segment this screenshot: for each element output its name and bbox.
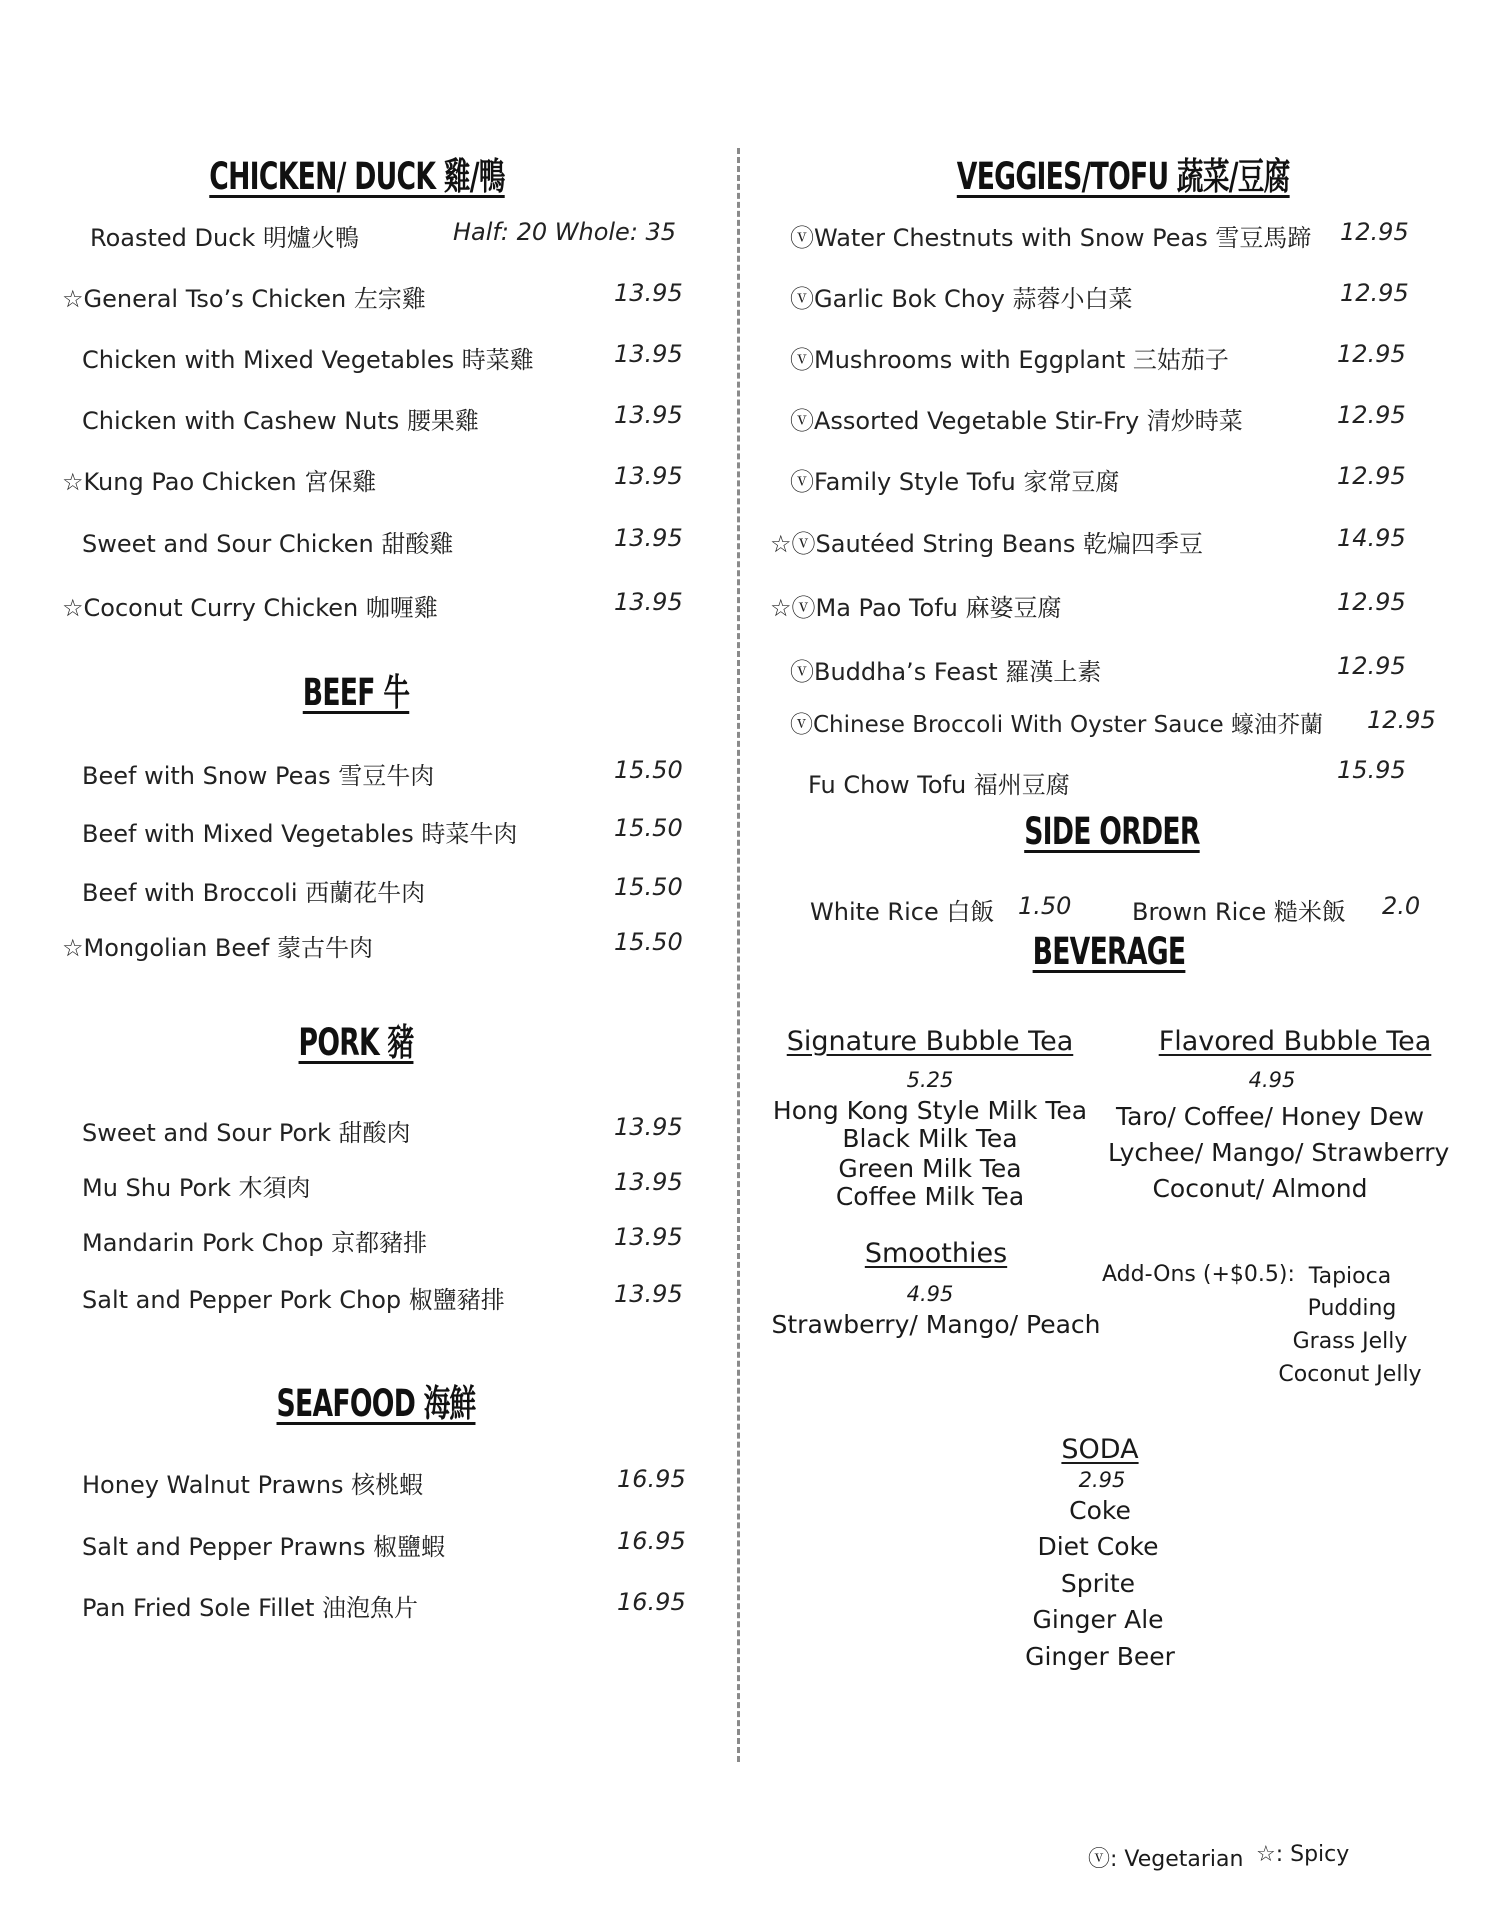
menu-item-price: 13.95 [614,1223,683,1251]
chicken-duck-heading: CHICKEN/ DUCK 雞/鴨 [209,155,505,198]
menu-item-name: Fu Chow Tofu 福州豆腐 [808,771,1070,799]
menu-item-price: 13.95 [614,588,683,616]
smoothies-flavors: Strawberry/ Mango/ Peach [771,1310,1101,1339]
menu-item-price: 13.95 [614,1113,683,1141]
menu-item-price: 13.95 [614,524,683,552]
pork-heading: PORK 豬 [298,1021,414,1064]
menu-item-price: 12.95 [1337,588,1406,616]
brown-rice-price: 2.0 [1382,892,1421,920]
column-divider [737,148,740,1762]
side-order-heading: SIDE ORDER [1024,810,1200,853]
menu-item-name: Salt and Pepper Pork Chop 椒鹽豬排 [82,1286,505,1314]
smoothies-title: Smoothies [864,1238,1008,1269]
addon-item: Tapioca [1308,1264,1392,1289]
menu-item-name: Roasted Duck 明爐火鴨 [90,224,359,252]
spicy-legend: ☆: Spicy [1256,1842,1350,1867]
addons-label: Add-Ons (+$0.5): [1102,1262,1295,1287]
menu-item-name: Chicken with Cashew Nuts 腰果雞 [82,407,479,435]
soda-title: SODA [1061,1434,1139,1465]
menu-item-price: 15.50 [614,756,683,784]
brown-rice-label: Brown Rice 糙米飯 [1132,898,1346,926]
bubble-tea-item: Lychee/ Mango/ Strawberry [1108,1138,1450,1167]
vegetarian-legend: ⓥ: Vegetarian [1088,1847,1244,1872]
menu-item-price: 16.95 [617,1588,686,1616]
menu-item-name: ⓥFamily Style Tofu 家常豆腐 [790,468,1120,496]
soda-price: 2.95 [1078,1468,1126,1492]
menu-item-name: ⓥWater Chestnuts with Snow Peas 雪豆馬蹄 [790,224,1312,252]
bubble-tea-item: Hong Kong Style Milk Tea [772,1096,1088,1125]
menu-item-price: 12.95 [1337,401,1406,429]
menu-item-name: Salt and Pepper Prawns 椒鹽蝦 [82,1533,446,1561]
menu-item-price: 12.95 [1337,340,1406,368]
menu-item-name: ☆ⓥSautéed String Beans 乾煸四季豆 [770,530,1204,558]
bubble-tea-item: Coconut/ Almond [1152,1174,1368,1203]
menu-item-name: Chicken with Mixed Vegetables 時菜雞 [82,346,534,374]
signature-bubble-tea-price: 5.25 [906,1068,954,1092]
white-rice-price: 1.50 [1018,892,1072,920]
menu-item-name: Beef with Snow Peas 雪豆牛肉 [82,762,435,790]
addon-item: Pudding [1307,1296,1397,1321]
soda-item: Coke [1069,1496,1131,1525]
soda-item: Ginger Beer [1025,1642,1175,1671]
flavored-bubble-tea-title: Flavored Bubble Tea [1158,1026,1432,1057]
bubble-tea-item: Black Milk Tea [842,1124,1018,1153]
menu-item-name: ☆ⓥMa Pao Tofu 麻婆豆腐 [770,594,1062,622]
menu-item-price: 13.95 [614,1168,683,1196]
menu-item-price: 13.95 [614,1280,683,1308]
signature-bubble-tea-title: Signature Bubble Tea [786,1026,1074,1057]
menu-item-price: 12.95 [1367,706,1436,734]
menu-item-price: 12.95 [1337,462,1406,490]
menu-item-price: 13.95 [614,340,683,368]
menu-item-name: Mu Shu Pork 木須肉 [82,1174,311,1202]
menu-item-name: Beef with Mixed Vegetables 時菜牛肉 [82,820,518,848]
menu-item-name: ⓥGarlic Bok Choy 蒜蓉小白菜 [790,285,1133,313]
menu-item-price: 15.95 [1337,756,1406,784]
menu-item-name: ⓥChinese Broccoli With Oyster Sauce 蠔油芥蘭 [790,712,1323,738]
bubble-tea-item: Coffee Milk Tea [835,1182,1025,1211]
menu-item-name: Mandarin Pork Chop 京都豬排 [82,1229,428,1257]
seafood-heading: SEAFOOD 海鮮 [276,1382,476,1425]
menu-item-name: Sweet and Sour Pork 甜酸肉 [82,1119,411,1147]
menu-item-price: Half: 20 Whole: 35 [453,218,677,246]
menu-item-name: Beef with Broccoli 西蘭花牛肉 [82,879,426,907]
menu-item-name: ☆Kung Pao Chicken 宮保雞 [62,468,377,496]
flavored-bubble-tea-price: 4.95 [1248,1068,1296,1092]
soda-item: Ginger Ale [1032,1605,1164,1634]
veggies-tofu-heading: VEGGIES/TOFU 蔬菜/豆腐 [956,155,1290,198]
menu-item-price: 16.95 [617,1465,686,1493]
menu-item-price: 15.50 [614,873,683,901]
menu-item-name: Sweet and Sour Chicken 甜酸雞 [82,530,454,558]
menu-item-name: ☆Coconut Curry Chicken 咖喱雞 [62,594,438,622]
menu-item-price: 13.95 [614,401,683,429]
menu-item-name: ⓥBuddha’s Feast 羅漢上素 [790,658,1102,686]
menu-item-price: 15.50 [614,928,683,956]
menu-item-price: 12.95 [1340,279,1409,307]
menu-item-name: Pan Fried Sole Fillet 油泡魚片 [82,1594,419,1622]
menu-item-name: ⓥMushrooms with Eggplant 三姑茄子 [790,346,1229,374]
menu-item-price: 12.95 [1340,218,1409,246]
menu-item-name: ☆General Tso’s Chicken 左宗雞 [62,285,426,313]
menu-item-name: ⓥAssorted Vegetable Stir-Fry 清炒時菜 [790,407,1243,435]
addon-item: Grass Jelly [1292,1329,1408,1354]
menu-item-name: ☆Mongolian Beef 蒙古牛肉 [62,934,373,962]
beverage-heading: BEVERAGE [1032,930,1186,973]
bubble-tea-item: Green Milk Tea [838,1154,1022,1183]
menu-item-price: 14.95 [1337,524,1406,552]
menu-item-price: 13.95 [614,279,683,307]
menu-item-price: 16.95 [617,1527,686,1555]
soda-item: Sprite [1060,1569,1136,1598]
bubble-tea-item: Taro/ Coffee/ Honey Dew [1115,1102,1425,1131]
menu-item-price: 15.50 [614,814,683,842]
soda-item: Diet Coke [1037,1532,1159,1561]
white-rice-label: White Rice 白飯 [810,898,995,926]
addon-item: Coconut Jelly [1278,1362,1422,1387]
menu-item-price: 12.95 [1337,652,1406,680]
menu-item-name: Honey Walnut Prawns 核桃蝦 [82,1471,424,1499]
smoothies-price: 4.95 [906,1282,954,1306]
menu-item-price: 13.95 [614,462,683,490]
beef-heading: BEEF 牛 [302,671,410,714]
